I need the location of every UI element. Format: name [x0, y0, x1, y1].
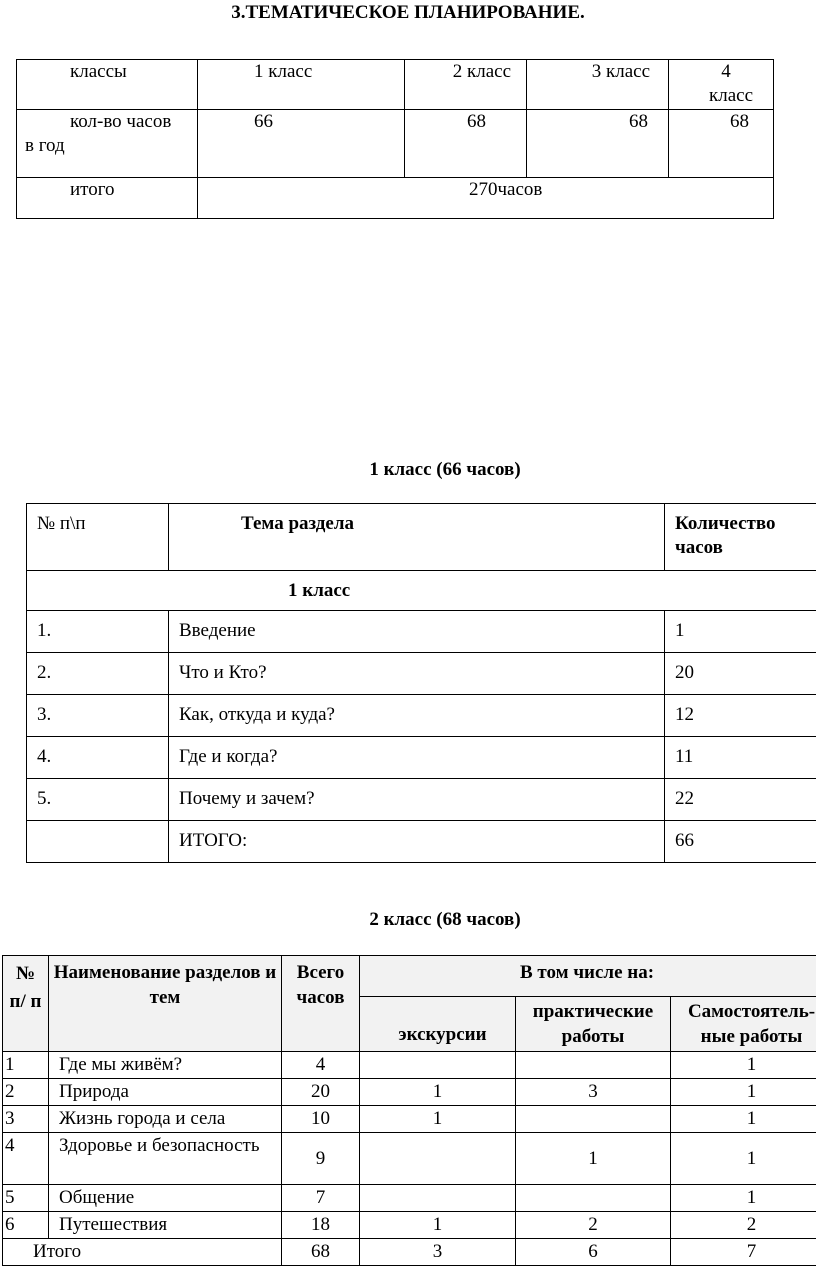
col-incl-header: В том числе на:	[360, 956, 816, 997]
class-1-heading: 1 класс (66 часов)	[369, 459, 521, 480]
section-row: 1 класс	[27, 571, 816, 611]
col-hours-header: Количество часов	[665, 504, 816, 571]
row-total: 10	[282, 1106, 360, 1133]
class-3-hours: 68	[527, 110, 669, 178]
row-hours: 1	[665, 611, 816, 653]
row-total: 18	[282, 1212, 360, 1239]
row-self: 2	[671, 1212, 816, 1239]
row-topic: Как, откуда и куда?	[169, 695, 665, 737]
row-topic: Введение	[169, 611, 665, 653]
row-self: 1	[671, 1052, 816, 1079]
col-prac-header: практические работы	[516, 997, 671, 1052]
row-num: 1.	[27, 611, 169, 653]
row-num: 6	[3, 1212, 49, 1239]
page-title: 3.ТЕМАТИЧЕСКОЕ ПЛАНИРОВАНИЕ.	[231, 2, 585, 23]
row-total: 20	[282, 1079, 360, 1106]
row-prac	[516, 1106, 671, 1133]
row-name: Жизнь города и села	[49, 1106, 282, 1133]
table-row	[3, 1106, 816, 1133]
table-row	[3, 1133, 816, 1185]
col-num-header: № п/ п	[3, 956, 49, 1052]
total-prac: 6	[516, 1239, 671, 1266]
row-name: Здоровье и безопасность	[49, 1133, 282, 1185]
hours-summary-table	[16, 59, 774, 219]
col-self-header: Самостоятель-ные работы	[671, 997, 816, 1052]
total-row	[3, 1239, 816, 1266]
row-num: 3	[3, 1106, 49, 1133]
total-empty	[27, 821, 169, 863]
row-exc: 1	[360, 1106, 516, 1133]
row-total: 4	[282, 1052, 360, 1079]
row-num: 4.	[27, 737, 169, 779]
table-row	[27, 779, 816, 821]
total-hours: 68	[282, 1239, 360, 1266]
table-row	[27, 737, 816, 779]
total-label: ИТОГО:	[169, 821, 665, 863]
table-row	[3, 1185, 816, 1212]
total-self: 7	[671, 1239, 816, 1266]
col-total-header: Всего часов	[282, 956, 360, 1052]
row-num: 4	[3, 1133, 49, 1185]
row-name: Природа	[49, 1079, 282, 1106]
class-4-hours: 68	[669, 110, 774, 178]
class-1-header: 1 класс	[198, 60, 405, 110]
total-label: Итого	[3, 1239, 282, 1266]
row-topic: Почему и зачем?	[169, 779, 665, 821]
col-name-header: Наименование разделов и тем	[49, 956, 282, 1052]
row-name: Общение	[49, 1185, 282, 1212]
row-prac: 2	[516, 1212, 671, 1239]
class-3-header: 3 класс	[527, 60, 669, 110]
class-1-table	[26, 503, 816, 863]
row-hours: 12	[665, 695, 816, 737]
hours-per-year-label: кол-во часов в год	[17, 110, 198, 178]
row-num: 2.	[27, 653, 169, 695]
table-row	[3, 1079, 816, 1106]
row-total: 9	[282, 1133, 360, 1185]
col-num-header: № п\п	[27, 504, 169, 571]
row-num: 5.	[27, 779, 169, 821]
row-num: 3.	[27, 695, 169, 737]
row-num: 5	[3, 1185, 49, 1212]
row-hours: 20	[665, 653, 816, 695]
total-hours: 270часов	[198, 178, 774, 219]
col-exc-header: экскурсии	[360, 997, 516, 1052]
class-2-hours: 68	[405, 110, 527, 178]
table-row	[27, 695, 816, 737]
row-prac	[516, 1052, 671, 1079]
class-2-table	[2, 955, 816, 1266]
row-prac	[516, 1185, 671, 1212]
row-total: 7	[282, 1185, 360, 1212]
row-prac: 3	[516, 1079, 671, 1106]
table-row	[3, 1052, 816, 1079]
total-label: итого	[17, 178, 198, 219]
row-prac: 1	[516, 1133, 671, 1185]
row-name: Путешествия	[49, 1212, 282, 1239]
row-name: Где мы живём?	[49, 1052, 282, 1079]
row-self: 1	[671, 1133, 816, 1185]
row-num: 1	[3, 1052, 49, 1079]
table-row	[3, 1212, 816, 1239]
total-hours: 66	[665, 821, 816, 863]
col-topic-header: Тема раздела	[169, 504, 665, 571]
row-hours: 11	[665, 737, 816, 779]
class-4-header: 4 класс	[669, 60, 774, 110]
row-self: 1	[671, 1079, 816, 1106]
row-topic: Что и Кто?	[169, 653, 665, 695]
class-2-header: 2 класс	[405, 60, 527, 110]
total-exc: 3	[360, 1239, 516, 1266]
table-row	[27, 653, 816, 695]
row-num: 2	[3, 1079, 49, 1106]
row-exc	[360, 1185, 516, 1212]
row-self: 1	[671, 1106, 816, 1133]
row-exc	[360, 1133, 516, 1185]
class-1-hours: 66	[198, 110, 405, 178]
total-row	[27, 821, 816, 863]
row-self: 1	[671, 1185, 816, 1212]
row-exc	[360, 1052, 516, 1079]
table-row	[27, 611, 816, 653]
row-exc: 1	[360, 1079, 516, 1106]
classes-label: классы	[17, 60, 198, 110]
class-2-heading: 2 класс (68 часов)	[369, 909, 521, 930]
row-exc: 1	[360, 1212, 516, 1239]
row-topic: Где и когда?	[169, 737, 665, 779]
row-hours: 22	[665, 779, 816, 821]
